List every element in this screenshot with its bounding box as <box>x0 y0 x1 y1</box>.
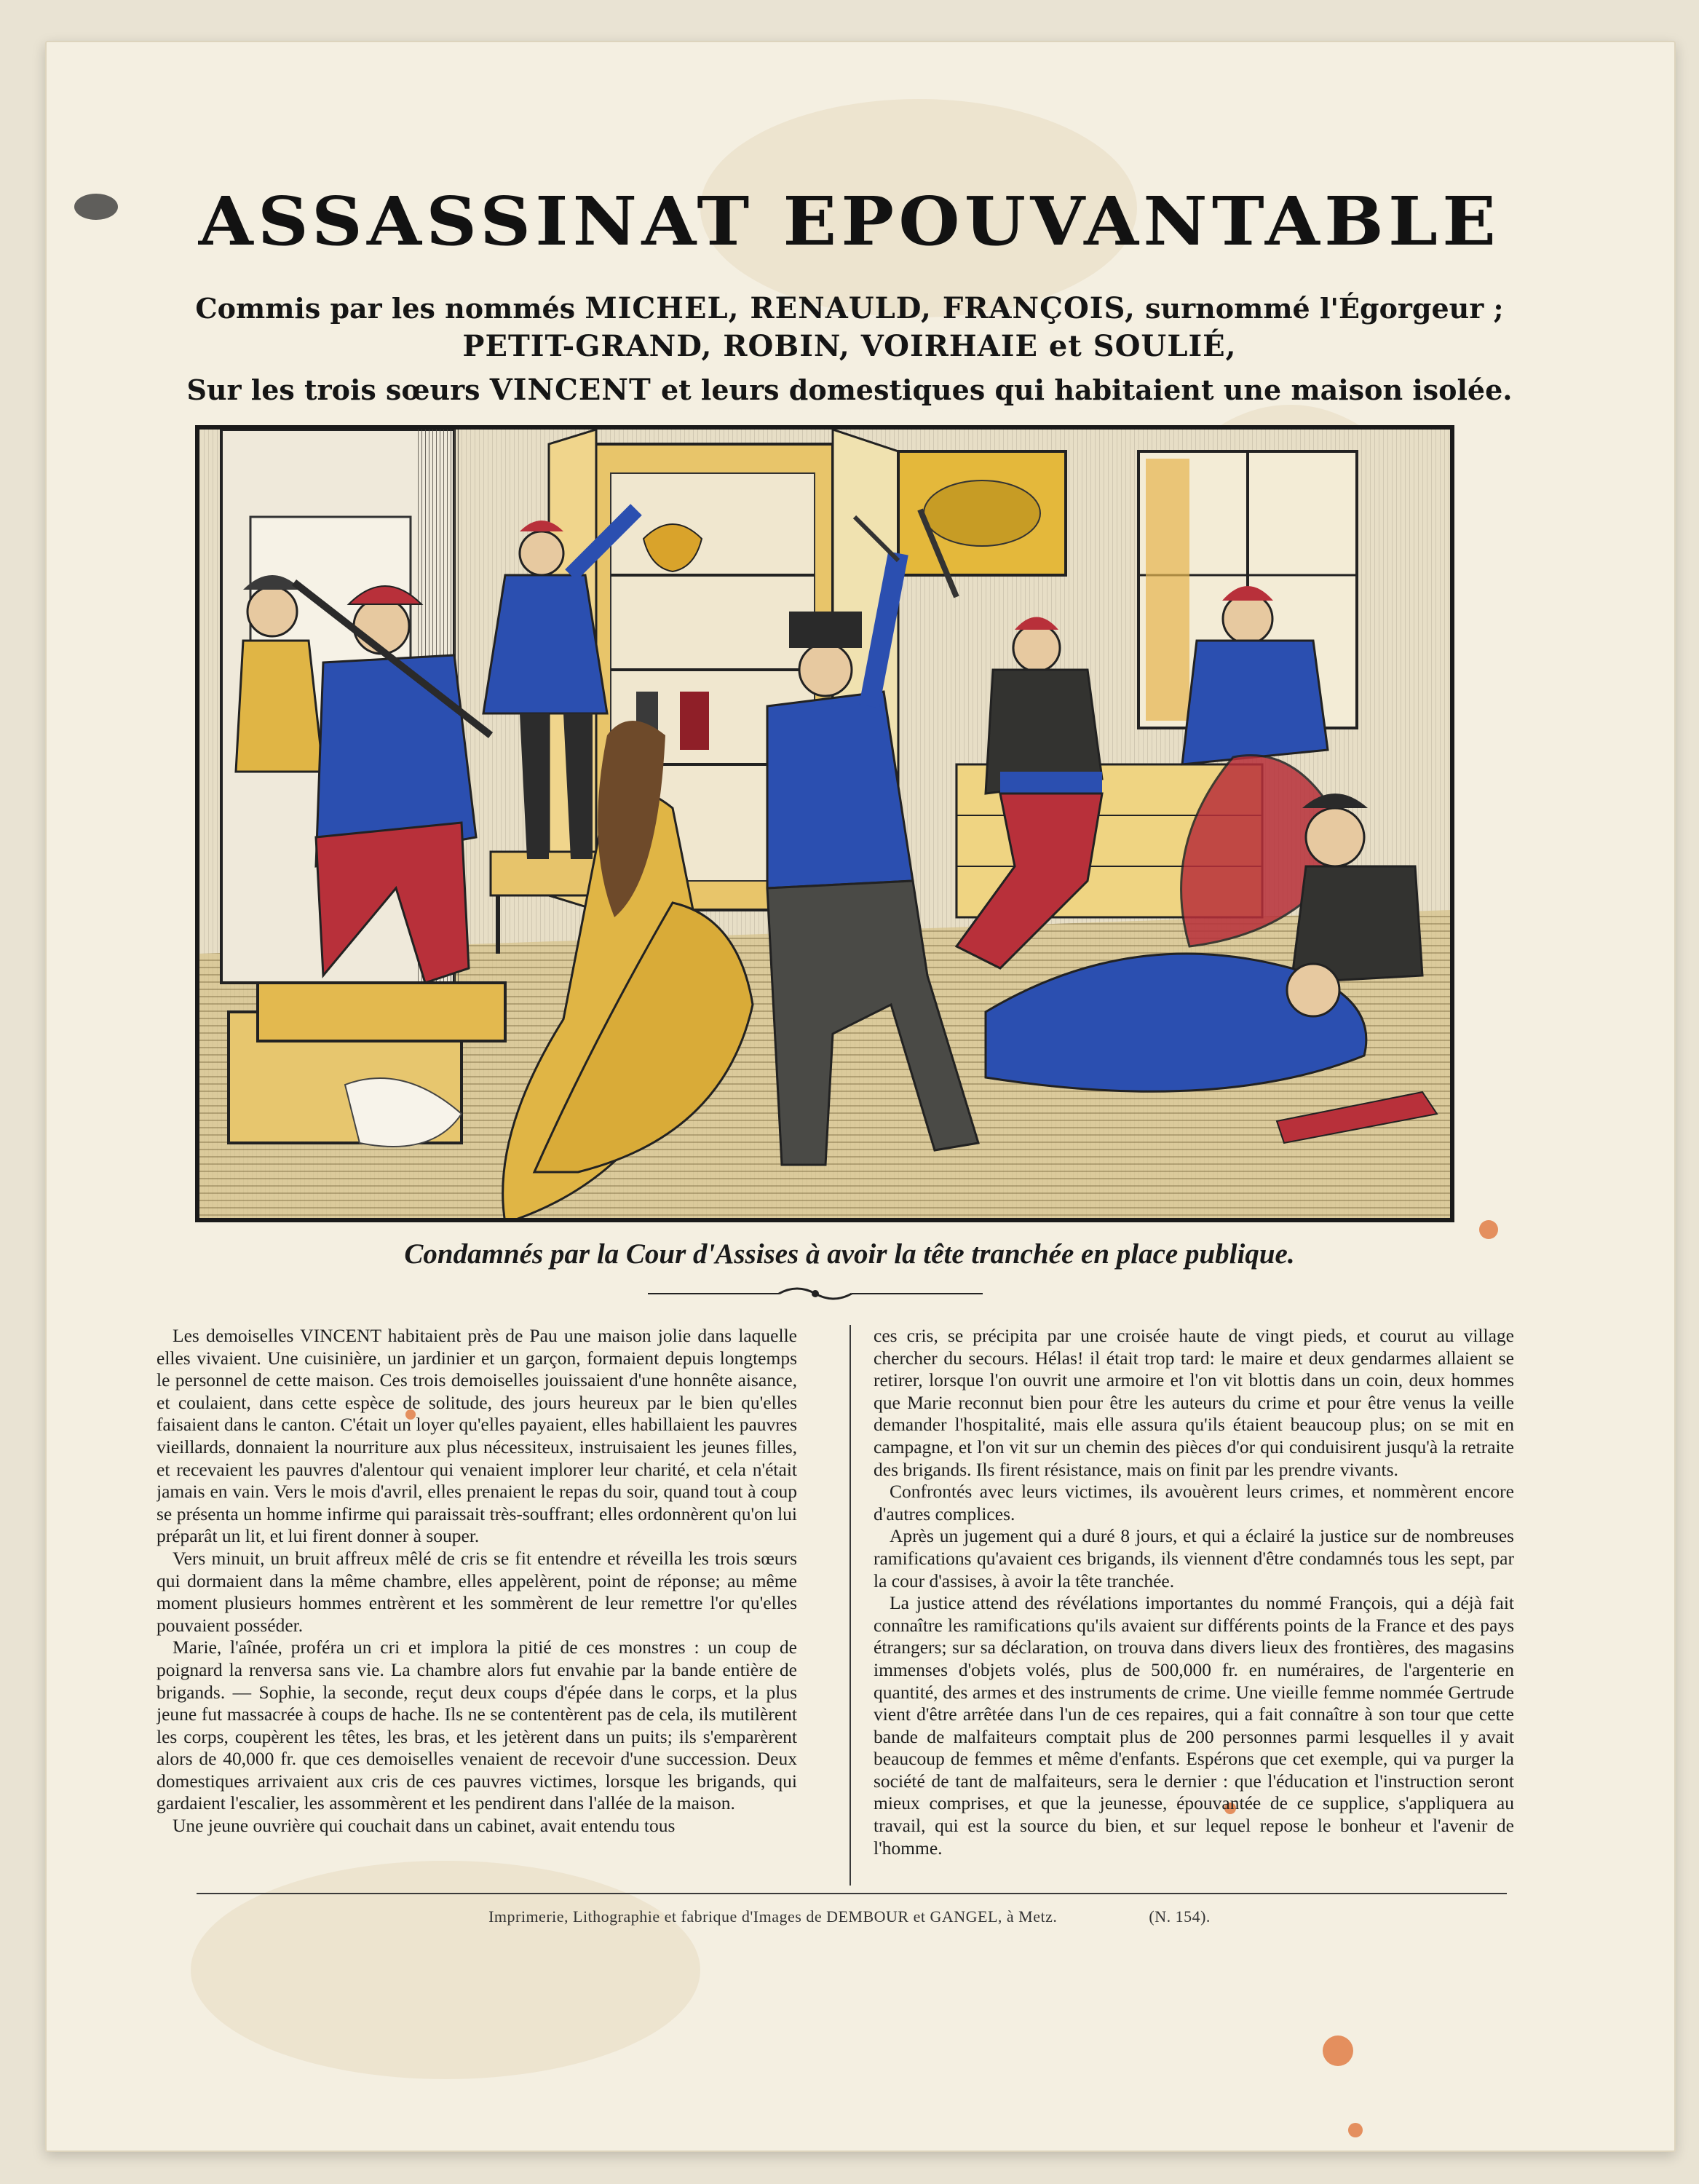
murder-scene-picture <box>199 430 1450 1218</box>
article-paragraph: Marie, l'aînée, proféra un cri et implora la pitié de ces monstres : un coup de poignard la renversa sans vie. La chambre alors fut envahie par la bande entière de brigands. — Sophie, la seconde, reçut deux coups d'épée dans le corps, et la plus jeune fut massacrée à coups de hache. Ils ne se contentèrent pas de cela, ils mutilèrent les corps, coupèrent les têtes, les bras, et les jetèrent dans un puits; ils s'emparèrent alors de 40,000 fr. que ces demoiselles venaient de recevoir d'une succession. Deux domestiques arrivaient aux cris de ces pauvres victimes, lorsque les brigands, qui gardaient l'escalier, les assommèrent et les pendirent dans l'allée de la maison. <box>157 1637 797 1814</box>
subtitle-names: MICHEL, RENAULD, FRANÇOIS, <box>585 291 1136 325</box>
subtitle-victims-name: VINCENT <box>489 373 652 407</box>
page-title: ASSASSINAT EPOUVANTABLE <box>198 182 1501 261</box>
ink-spot <box>1323 2035 1353 2066</box>
article-paragraph: ces cris, se précipita par une croisée haute de vingt pieds, et courut au village chercher du secours. Hélas! il était trop tard: le maire et deux gendarmes allaient se retirer, lorsque l'on ouvrit une armoire et l'on vit blottis dans un coin, deux hommes que Marie reconnut bien pour être les auteurs du crime et pour être venus la veille demander l'hospitalité, mais elle assura qu'ils étaient beaucoup plus; on se mit en campagne, et l'on vit sur un chemin des pièces d'or qui conduisirent jusqu'à la retraite des brigands. Ils firent résistance, mais on finit par les prendre vivants. <box>874 1325 1514 1480</box>
engraving-illustration <box>195 425 1454 1222</box>
subtitle-line-1 <box>109 291 1590 325</box>
subtitle-names-2: PETIT-GRAND, ROBIN, VOIRHAIE et SOULIÉ, <box>462 329 1237 363</box>
subtitle-victims-rest: et leurs domestiques qui habitaient une maison isolée. <box>660 373 1513 406</box>
article-paragraph: La justice attend des révélations importantes du nommé François, qui a déjà fait connaître les ramifications qu'ils avaient sur différents points de la France et des pays étrangers; sur sa déclaration, on trouva dans divers lieux des frontières, des magasins immenses d'objets volés, plus de 500,000 fr. en numéraires, de l'argenterie en quantité, des armes et des instruments de crime. Une vieille femme nommée Gertrude vient d'être arrêtée dans l'un de ces repaires, qui a fait connaître à son tour que cette bande de malfaiteurs comptait plus de 200 personnes parmi lesquelles il y avait beaucoup de femmes et même d'enfants. Espérons que cet exemple, qui va purger la société de tant de malfaiteurs, sera le dernier : que l'éducation et l'instruction seront mieux comprises, et que la jeunesse, épouvantée de ce supplice, s'appliquera au travail, qui est la source du bien, et sur lequel repose le bonheur et l'avenir de l'homme. <box>874 1592 1514 1859</box>
subtitle-line-3 <box>109 373 1590 407</box>
article-paragraph: Une jeune ouvrière qui couchait dans un cabinet, avait entendu tous <box>173 1815 676 1837</box>
imprint-text: Imprimerie, Lithographie et fabrique d'Images de DEMBOUR et GANGEL, à Metz. <box>488 1907 1058 1926</box>
ink-spot <box>1348 2123 1363 2137</box>
article-column-right <box>874 1325 1514 1886</box>
print-number: (N. 154). <box>1149 1907 1211 1926</box>
ink-spot <box>1479 1220 1498 1239</box>
verdict-caption: Condamnés par la Cour d'Assises à avoir la tête tranchée en place publique. <box>404 1238 1295 1270</box>
printer-imprint <box>0 1907 1699 1926</box>
subtitle-nickname: surnommé l'Égorgeur ; <box>1145 292 1504 325</box>
article-paragraph: Confrontés avec leurs victimes, ils avouèrent leurs crimes, et nommèrent encore d'autres complices. <box>874 1481 1514 1524</box>
article-paragraph: Les demoiselles VINCENT habitaient près de Pau une maison jolie dans laquelle elles vivaient. Une cuisinière, un jardinier et un garçon, formaient depuis longtemps le personnel de cette maison. Ces trois demoiselles jouissaient d'une honnête aisance, et coulaient, dans cette espèce de solitude, des jours heureux par le bien qu'elles faisaient dans le canton. C'était un loyer qu'elles payaient, elles habillaient les pauvres vieillards, donnaient la nourriture aux plus nécessiteux, instruisaient les jeunes filles, et recevaient les pauvres d'alentour qui venaient implorer leur charité, et cela n'était jamais en vain. Vers le mois d'avril, elles prenaient le repas du soir, quand tout à coup se présenta un homme infirme qui paraissait très-souffrant; elles ordonnèrent qu'on lui préparât un lit, et lui firent donner à souper. <box>157 1325 797 1547</box>
column-divider <box>850 1325 851 1886</box>
subtitle-line-2 <box>109 329 1590 363</box>
footer-rule <box>197 1893 1507 1894</box>
article-paragraph: Après un jugement qui a duré 8 jours, et qui a éclairé la justice sur de nombreuses ramifications qu'avaient ces brigands, ils viennent d'être condamnés tous les sept, par la cour d'assises, à avoir la tête tranchée. <box>874 1525 1514 1591</box>
article-paragraph: Vers minuit, un bruit affreux mêlé de cris se fit entendre et réveilla les trois sœurs qui dormaient dans la même chambre, elles appelèrent, point de réponse; au même moment plusieurs hommes entrèrent et les sommèrent de leur remettre l'or qu'elles pouvaient posséder. <box>157 1547 797 1636</box>
subtitle-victims-intro: Sur les trois sœurs <box>186 373 480 406</box>
ornamental-divider <box>648 1285 983 1302</box>
article-column-left <box>157 1325 797 1886</box>
subtitle-intro: Commis par les nommés <box>195 292 576 325</box>
